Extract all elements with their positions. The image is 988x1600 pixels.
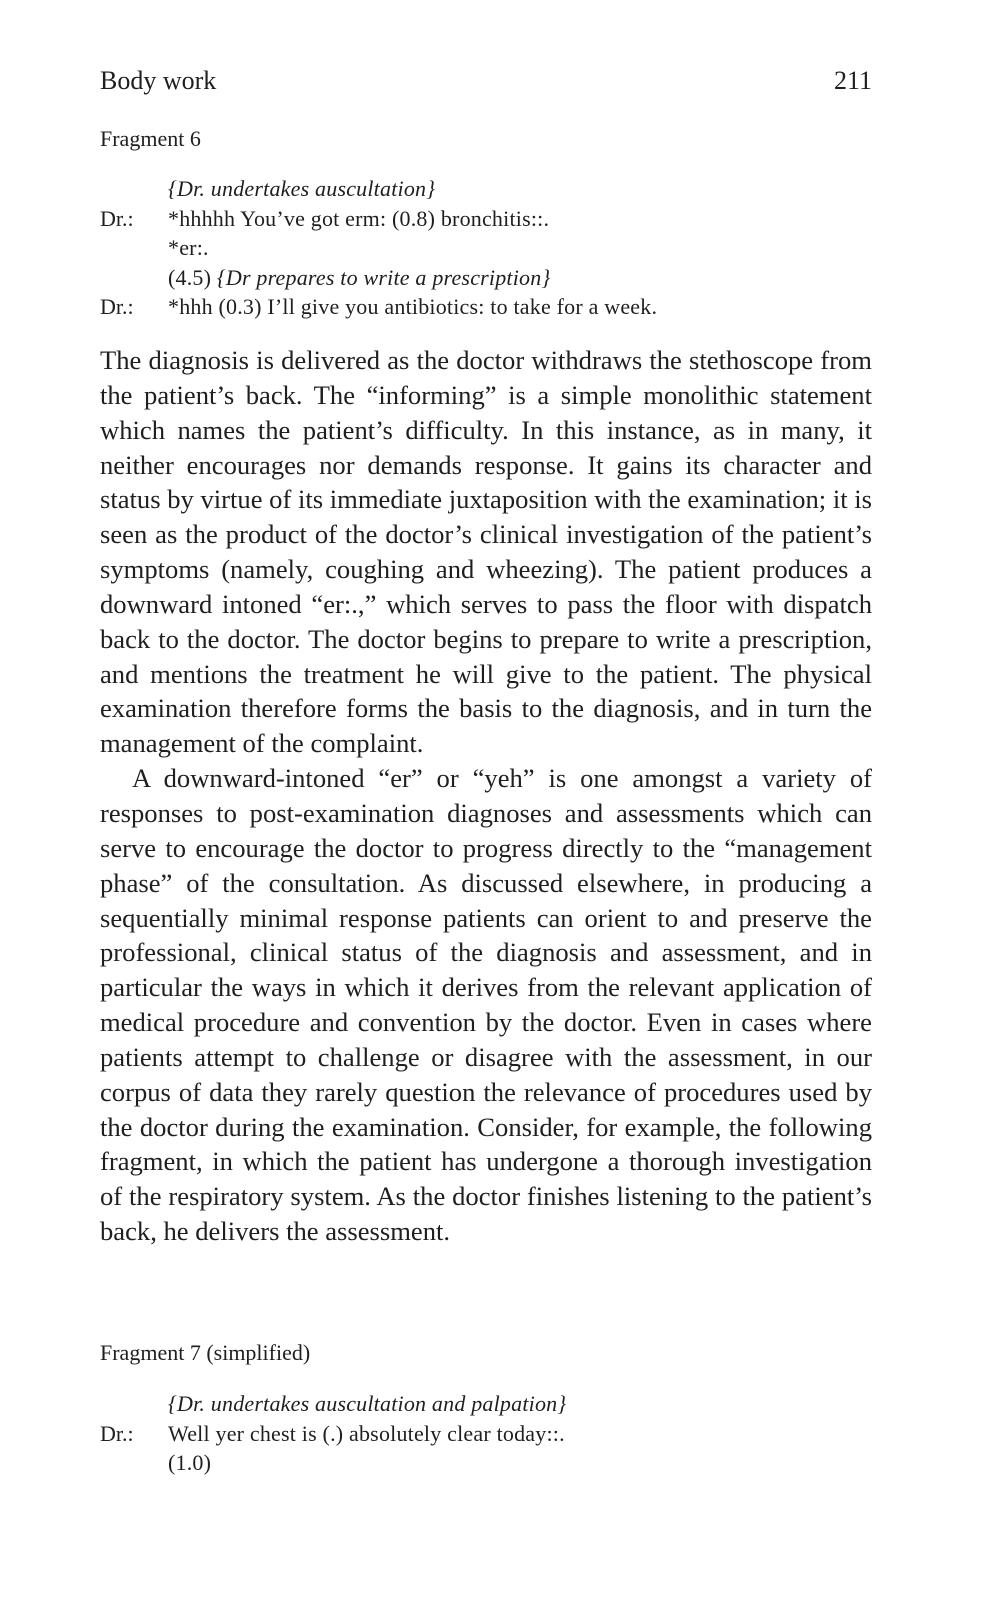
transcript-line <box>100 1389 872 1419</box>
transcript-utterance: *hhh (0.3) I’ll give you antibiotics: to take for a week. <box>168 294 658 319</box>
annotation-text: {Dr. undertakes auscultation and palpation} <box>168 1391 567 1416</box>
transcript-utterance: *er:. <box>168 235 209 260</box>
transcript-line <box>100 292 872 322</box>
transcript-line <box>100 1448 872 1478</box>
annotation-text: {Dr. undertakes auscultation} <box>168 176 436 201</box>
transcript-line <box>100 1419 872 1449</box>
transcript-line <box>100 233 872 263</box>
speaker-label: Dr.: <box>100 294 134 319</box>
transcript-annotation <box>168 1389 566 1419</box>
pause-and-annotation <box>168 265 550 290</box>
running-head <box>100 64 872 98</box>
transcript-utterance: Well yer chest is (.) absolutely clear today::. <box>168 1420 565 1446</box>
paragraph: A downward-intoned “er” or “yeh” is one amongst a variety of responses to post-examination diagnoses and assessments which can serve to encourage the doctor to progress directly to the “management phase” of the consultation. As discussed elsewhere, in producing a sequentially minimal response patients can orient to and preserve the professional, clinical status of the diagnosis and assessment, and in particular the ways in which it derives from the relevant application of medical procedure and convention by the doctor. Even in cases where patients attempt to challenge or disagree with the assessment, in our corpus of data they rarely question the relevance of procedures used by the doctor during the examination. Consider, for example, the following fragment, in which the patient has undergone a thorough investigation of the respiratory system. As the doctor finishes listening to the patient’s back, he delivers the assessment. <box>100 763 872 1247</box>
transcript-line <box>100 174 872 204</box>
running-head-title: Body work <box>100 66 217 95</box>
pause-duration: (4.5) <box>168 264 217 290</box>
transcript-line <box>100 204 872 234</box>
speaker-label: Dr.: <box>100 1420 134 1446</box>
transcript-utterance: *hhhhh You’ve got erm: (0.8) bronchitis::. <box>168 205 550 231</box>
transcript-annotation <box>168 174 435 204</box>
fragment-6-label: Fragment 6 <box>100 126 201 151</box>
speaker-label: Dr.: <box>100 205 134 231</box>
body-text <box>100 343 872 1249</box>
fragment-7-label: Fragment 7 (simplified) <box>100 1340 311 1365</box>
transcript-line <box>100 263 872 293</box>
transcript-pause-annotation <box>168 263 550 293</box>
transcript-pause: (1.0) <box>168 1450 212 1475</box>
page-number: 211 <box>833 66 872 95</box>
fragment-7-transcript <box>100 1389 872 1478</box>
stage-direction: {Dr prepares to write a prescription} <box>216 264 551 290</box>
paragraph: The diagnosis is delivered as the doctor withdraws the stethoscope from the patient’s back. The “informing” is a simple monolithic statement which names the patient’s difficulty. In this instance, as in many, it neither encourages nor demands response. It gains its character and status by virtue of its immediate juxtaposition with the examination; it is seen as the product of the doctor’s clinical investigation of the patient’s symptoms (namely, coughing and wheezing). The patient produces a downward intoned “er:.,” which serves to pass the floor with dispatch back to the doctor. The doctor begins to prepare to write a prescription, and mentions the treatment he will give to the patient. The physical examination therefore forms the basis to the diagnosis, and in turn the management of the complaint. <box>100 345 872 759</box>
fragment-6-transcript <box>100 174 872 322</box>
